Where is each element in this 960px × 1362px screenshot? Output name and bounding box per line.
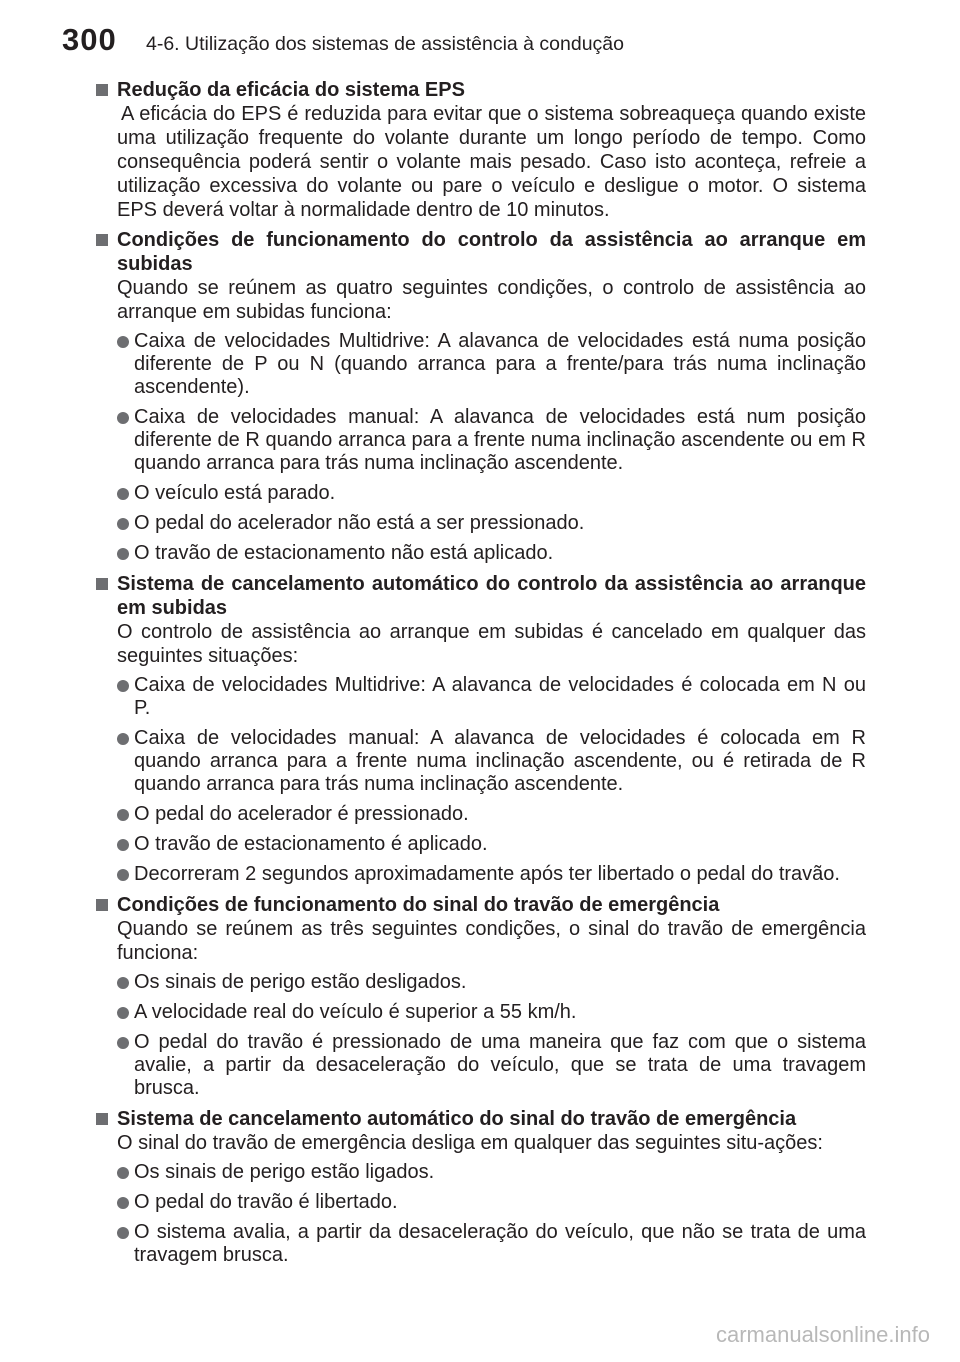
bullet-list [117,674,866,886]
list-item [117,1191,866,1214]
circle-bullet-icon [117,518,129,530]
bullet-list [117,330,866,565]
list-item [117,1001,866,1024]
watermark: carmanualsonline.info [715,1322,930,1347]
list-item-text: Caixa de velocidades manual: A alavanca de velocidades é colocada em R quando arranca para a frente numa inclinação ascendente, ou é retirada de R quando arranca para trás numa inclinação ascendente. [134,727,866,795]
circle-bullet-icon [117,733,129,745]
section-heading [96,1107,866,1131]
list-item-text: A velocidade real do veículo é superior a 55 km/h. [134,1001,577,1023]
section-paragraph: A eficácia do EPS é reduzida para evitar que o sistema sobreaqueça quando existe uma utilização frequente do volante durante um longo período de tempo. Como consequência poderá sentir o volante mais pesado. Caso isto aconteça, refreie a utilização excessiva do volante ou pare o veículo e desligue o motor. O sistema EPS deverá voltar à normalidade dentro de 10 minutos. [117,103,866,221]
list-item-text: O veículo está parado. [134,482,336,504]
list-item [117,512,866,535]
list-item-text: O travão de estacionamento é aplicado. [134,833,488,855]
section [96,78,866,222]
square-bullet-icon [96,84,108,96]
circle-bullet-icon [117,548,129,560]
circle-bullet-icon [117,1007,129,1019]
list-item-text: Os sinais de perigo estão desligados. [134,971,467,993]
page-number: 300 [62,22,117,57]
page-content [96,78,866,1274]
section-heading-text: Condições de funcionamento do sinal do travão de emergência [117,894,720,916]
section-heading-text: Redução da eficácia do sistema EPS [117,79,465,101]
list-item [117,971,866,994]
list-item-text: Decorreram 2 segundos aproximadamente após ter libertado o pedal do travão. [134,863,840,885]
section-paragraph: Quando se reúnem as três seguintes condições, o sinal do travão de emergência funciona: [117,918,866,964]
section-heading [96,78,866,102]
section-heading-text: Sistema de cancelamento automático do sinal do travão de emergência [117,1108,797,1130]
square-bullet-icon [96,234,108,246]
circle-bullet-icon [117,869,129,881]
section-heading [96,893,866,917]
section [96,1107,866,1267]
section [96,228,866,565]
section-paragraph: O controlo de assistência ao arranque em subidas é cancelado em qualquer das seguintes situações: [117,621,866,667]
list-item-text: O travão de estacionamento não está aplicado. [134,542,554,564]
list-item-text: O sistema avalia, a partir da desaceleração do veículo, que não se trata de uma travagem brusca. [134,1221,866,1266]
section-paragraph: O sinal do travão de emergência desliga em qualquer das seguintes situ-ações: [117,1132,823,1154]
chapter-title: 4-6. Utilização dos sistemas de assistência à condução [146,33,624,55]
list-item-text: Caixa de velocidades Multidrive: A alavanca de velocidades é colocada em N ou P. [134,674,866,719]
square-bullet-icon [96,1113,108,1125]
section-paragraph: Quando se reúnem as quatro seguintes condições, o controlo de assistência ao arranque em subidas funciona: [117,277,866,323]
list-item-text: Os sinais de perigo estão ligados. [134,1161,435,1183]
list-item [117,406,866,475]
circle-bullet-icon [117,809,129,821]
square-bullet-icon [96,899,108,911]
section-heading [96,572,866,620]
list-item-text: Caixa de velocidades manual: A alavanca de velocidades está num posição diferente de R quando arranca para a frente numa inclinação ascendente ou em R quando arranca para trás numa inclinação ascendente. [134,406,866,474]
list-item-text: O pedal do acelerador não está a ser pressionado. [134,512,585,534]
list-item [117,542,866,565]
list-item-text: O pedal do travão é pressionado de uma maneira que faz com que o sistema avalie, a partir da desaceleração do veículo, que se trata de uma travagem brusca. [134,1031,866,1099]
square-bullet-icon [96,578,108,590]
bullet-list [117,1161,866,1267]
list-item [117,833,866,856]
circle-bullet-icon [117,680,129,692]
list-item [117,803,866,826]
list-item [117,1221,866,1267]
circle-bullet-icon [117,977,129,989]
circle-bullet-icon [117,412,129,424]
list-item [117,674,866,720]
section-heading-text: Condições de funcionamento do controlo da assistência ao arranque em subidas [117,229,866,275]
list-item [117,863,866,886]
circle-bullet-icon [117,336,129,348]
circle-bullet-icon [117,1227,129,1239]
list-item-text: Caixa de velocidades Multidrive: A alavanca de velocidades está numa posição diferente de P ou N (quando arranca para a frente/para trás numa inclinação ascendente). [134,330,866,398]
section [96,572,866,886]
list-item-text: O pedal do acelerador é pressionado. [134,803,469,825]
list-item [117,1161,866,1184]
circle-bullet-icon [117,1197,129,1209]
circle-bullet-icon [117,488,129,500]
list-item [117,482,866,505]
bullet-list [117,971,866,1100]
list-item [117,1031,866,1100]
list-item-text: O pedal do travão é libertado. [134,1191,398,1213]
list-item [117,330,866,399]
page-header [62,22,624,58]
circle-bullet-icon [117,1037,129,1049]
list-item [117,727,866,796]
section [96,893,866,1100]
circle-bullet-icon [117,1167,129,1179]
section-heading [96,228,866,276]
circle-bullet-icon [117,839,129,851]
section-heading-text: Sistema de cancelamento automático do controlo da assistência ao arranque em subidas [117,573,866,619]
